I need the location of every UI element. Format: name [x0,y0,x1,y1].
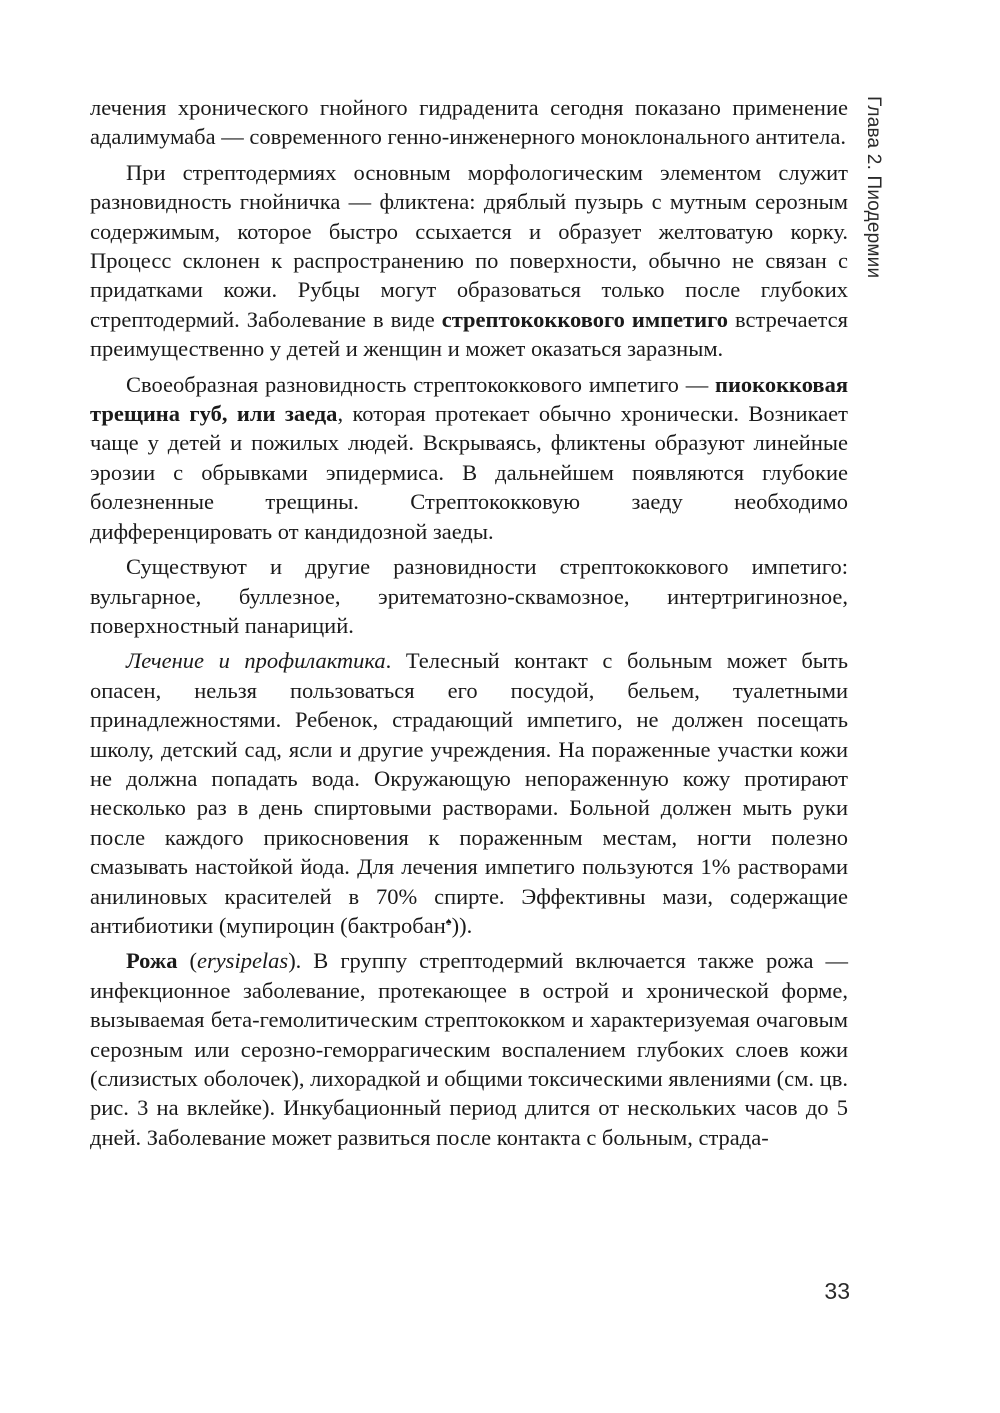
text-run: При стрептодермиях основным морфологическим элементом служит разновидность гнойничка — фликтена: дряблый пузырь с мутным серозным содержимым, которое быстро ссыхается и образует желтоватую корку. Процесс склонен к распространению по поверхности, обычно не связан с придатками кожи. Рубцы могут образоваться только после глубоких стрептодермий. Заболевание в виде [90,159,848,332]
text-run: . Телесный контакт с больным может быть опасен, нельзя пользоваться его посудой, бельем, туалетными принадлежностями. Ребенок, страдающий импетиго, не должен посещать школу, детский сад, ясли и другие учреждения. На пораженные участки кожи не должна попадать вода. Окружающую непораженную кожу протирают несколько раз в день спиртовыми растворами. Больной должен мыть руки после каждого прикосновения к пораженным местам, ногти полезно смазывать настойкой йода. Для лечения импетиго пользуются 1% растворами анилиновых красителей в 70% спирте. Эффективны мази, содержащие антибиотики (мупироцин (бактробан [90,648,848,938]
page-number: 33 [824,1278,850,1304]
bold-term: стрептококкового импетиго [441,306,729,332]
paragraph-treatment [90,646,848,940]
italic-term: erysipelas [196,948,289,974]
body-text [90,93,848,1152]
paragraph-zaeda [90,370,848,546]
text-run: ( [177,948,197,974]
running-head: Глава 2. Пиодермии [863,96,884,279]
bold-term: пиококковая трещина губ, или заеда [90,371,848,427]
bold-term: Рожа [126,948,178,974]
text-run: Своеобразная разновидность стрептококкового импетиго — [126,371,715,397]
italic-heading: Лечение и профилактика [126,648,386,674]
paragraph-erysipelas [90,946,848,1152]
text-run: ). В группу стрептодермий включается также рожа — инфекционное заболевание, протекающее в острой и хронической форме, вызываемая бета-гемолитическим стрептококком и характеризуемая очаговым серозным или серозно-геморрагическим воспалением глубоких слоев кожи (слизистых оболочек), лихорадкой и общими токсическими явлениями (см. цв. рис. 3 на вклейке). Инкубационный период длится от нескольких часов до 5 дней. Заболевание может развиться после контакта с больным, страда- [90,948,848,1150]
text-run: , которая протекает обычно хронически. Возникает чаще у детей и пожилых людей. Вскрываясь, фликтены образуют линейные эрозии с обрывками эпидермиса. В дальнейшем появляются глубокие болезненные трещины. Стрептококковую заеду необходимо дифференцировать от кандидозной заеды. [90,401,848,544]
trademark-symbol: ♠ [445,915,452,928]
paragraph-varieties: Существуют и другие разновидности стрептококкового импетиго: вульгарное, буллезное, эритематозно-сквамозное, интертригинозное, поверхностный панариций. [90,554,848,638]
paragraph-continuation: лечения хронического гнойного гидраденита сегодня показано применение адалимумаба — современного генно-инженерного моноклонального антитела. [90,95,848,150]
paragraph-streptoderma [90,158,848,364]
text-run: )). [451,912,473,938]
text-run: встречается преимущественно у детей и женщин и может оказаться заразным. [90,306,849,362]
